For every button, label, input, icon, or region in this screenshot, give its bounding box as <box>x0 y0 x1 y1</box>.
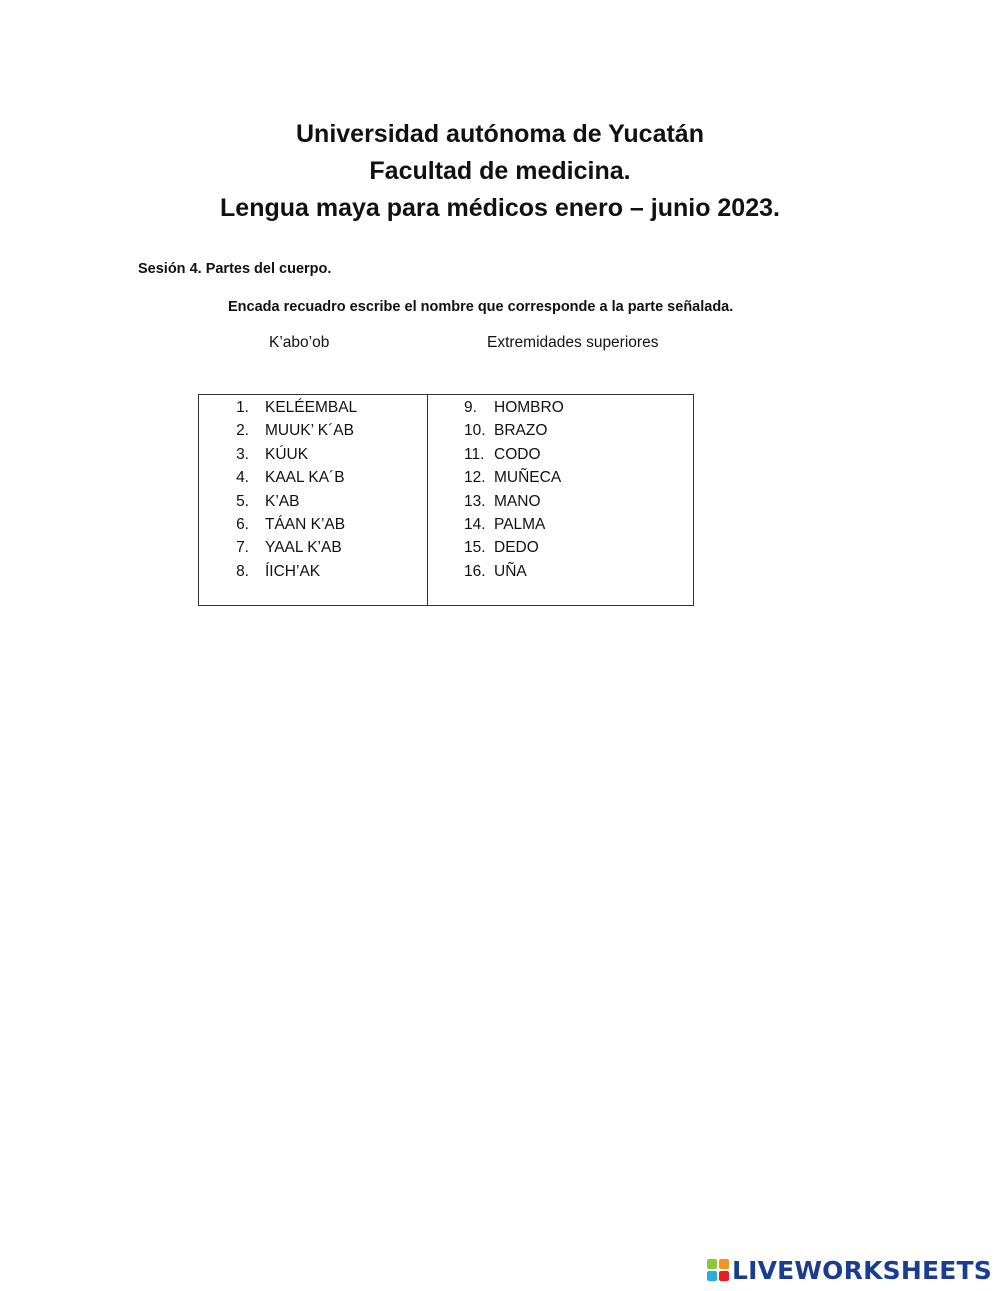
list-item <box>199 419 427 442</box>
item-word: DEDO <box>494 539 539 557</box>
liveworksheets-logo[interactable] <box>707 1253 992 1287</box>
document-header <box>0 116 1000 227</box>
list-item <box>428 490 693 513</box>
list-item <box>428 513 693 536</box>
item-number: 13. <box>464 492 486 510</box>
list-item <box>199 536 427 559</box>
logo-block <box>707 1259 717 1269</box>
header-course: Lengua maya para médicos enero – junio 2023. <box>220 194 780 222</box>
list-item <box>428 443 693 466</box>
item-word: K’AB <box>265 492 300 510</box>
session-title: Sesión 4. Partes del cuerpo. <box>138 261 332 277</box>
list-item <box>428 419 693 442</box>
list-item <box>199 560 427 583</box>
item-word: KÚUK <box>265 445 309 463</box>
item-number: 7. <box>236 539 249 557</box>
item-number: 4. <box>236 469 249 487</box>
header-university: Universidad autónoma de Yucatán <box>296 120 704 148</box>
item-word: KAAL KA´B <box>265 469 345 487</box>
item-word: MUÑECA <box>494 469 562 487</box>
list-item <box>428 536 693 559</box>
list-item <box>428 466 693 489</box>
list-item <box>199 490 427 513</box>
item-word: UÑA <box>494 562 527 580</box>
item-number: 10. <box>464 422 486 440</box>
list-item <box>428 560 693 583</box>
item-number: 14. <box>464 515 486 533</box>
spanish-column <box>428 395 693 605</box>
item-number: 3. <box>236 445 249 463</box>
item-word: YAAL K’AB <box>265 539 342 557</box>
logo-block <box>719 1271 729 1281</box>
item-word: MANO <box>494 492 541 510</box>
item-word: MUUK’ K´AB <box>265 422 354 440</box>
header-faculty: Facultad de medicina. <box>369 157 631 185</box>
maya-column <box>199 395 428 605</box>
logo-block <box>719 1259 729 1269</box>
list-item <box>199 396 427 419</box>
item-number: 9. <box>464 399 477 416</box>
item-word: CODO <box>494 445 541 463</box>
vocabulary-table <box>198 394 694 606</box>
item-word: TÁAN K’AB <box>265 515 346 533</box>
item-word: HOMBRO <box>494 399 564 416</box>
list-item <box>199 513 427 536</box>
item-word: PALMA <box>494 515 546 533</box>
item-number: 2. <box>236 422 249 440</box>
subheading-maya: K’abo’ob <box>269 334 330 351</box>
list-item <box>199 466 427 489</box>
subheading-spanish: Extremidades superiores <box>487 334 659 351</box>
logo-block <box>707 1271 717 1281</box>
item-number: 5. <box>236 492 249 510</box>
item-word: BRAZO <box>494 422 548 440</box>
logo-text: LIVEWORKSHEETS <box>731 1255 992 1285</box>
item-number: 8. <box>236 562 249 580</box>
list-item <box>428 396 693 419</box>
item-number: 11. <box>464 445 485 463</box>
item-word: ÍICH’AK <box>265 562 321 580</box>
list-item <box>199 443 427 466</box>
logo-blocks-icon <box>707 1259 729 1281</box>
item-number: 1. <box>236 399 249 416</box>
item-number: 16. <box>464 562 486 580</box>
item-word: KELÉEMBAL <box>265 399 358 416</box>
item-number: 12. <box>464 469 486 487</box>
instruction-text: Encada recuadro escribe el nombre que corresponde a la parte señalada. <box>228 299 734 315</box>
item-number: 6. <box>236 515 249 533</box>
item-number: 15. <box>464 539 486 557</box>
